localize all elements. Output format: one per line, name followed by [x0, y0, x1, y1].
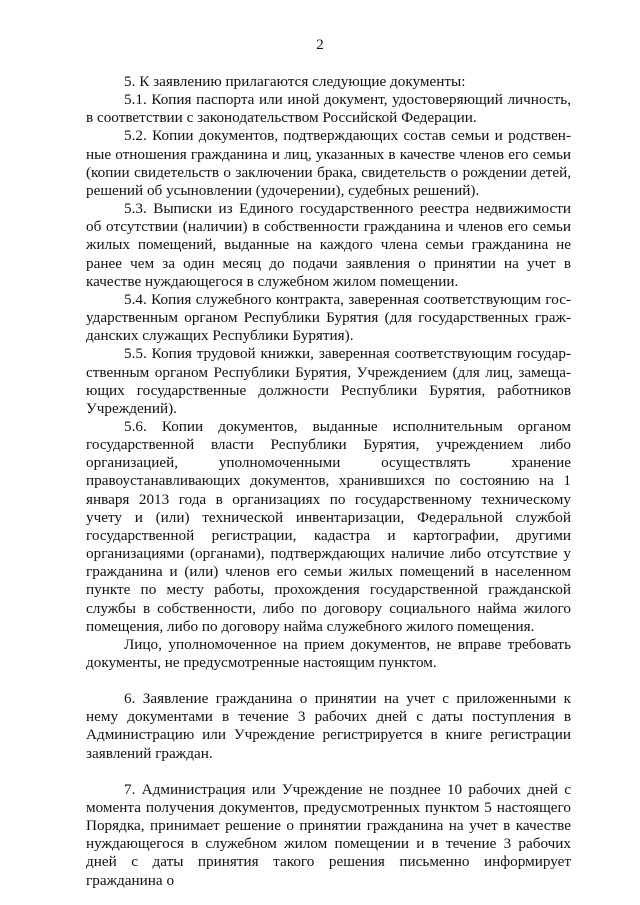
paragraph-7: 7. Администрация или Учреждение не позднее 10 рабочих дней с момента получения документов, предусмотренных пунктом 5 настоящего Порядка, принимает решение о принятии гражданина на учет в качестве нуждающегося в служебном жилом помещении и в течение 3 рабочих дней с даты принятия такого решения письменно информирует гражданина о — [86, 780, 571, 889]
paragraph-6: 6. Заявление гражданина о принятии на учет с приложенными к нему документами в течение 3 рабочих дней с даты поступления в Администрацию или Учреждение регистрируется в книге регистрации заявлений граждан. — [86, 690, 571, 762]
paragraph-5-2: 5.2. Копии документов, подтверждающих состав семьи и родственные отношения гражданина и лиц, указанных в качестве членов его семьи (копии свидетельств о заключении брака, свидетельств о рождении детей, решений об усыновлении (удочерении), судебных решений). — [86, 127, 571, 199]
page-number: 2 — [316, 37, 324, 53]
paragraph-5-6: 5.6. Копии документов, выданные исполнительным органом государственной власти Республики Бурятия, учреждением либо организацией, уполномоченными осуществлять хранение правоустанавливающих документов, хранившихся по состоянию на 1 января 2013 года в организациях по государственному техническому учету и (или) технической инвентаризации, Федеральной службой государственной регистрации, кадастра и картографии, другими организациями (органами), подтверждающих наличие либо отсутствие у гражданина и (или) членов его семьи жилых помещений в населенном пункте по месту работы, прохождения государственной гражданской службы в собственности, либо по договору социального найма жилого помещения, либо по договору найма служебного жилого помещения. — [86, 417, 571, 635]
paragraph-5-intro: 5. К заявлению прилагаются следующие документы: — [124, 73, 466, 90]
paragraph-restriction: Лицо, уполномоченное на прием документов, не вправе требовать документы, не предусмотренные настоящим пунктом. — [86, 635, 571, 671]
document-body — [86, 73, 571, 890]
paragraph-5-1: 5.1. Копия паспорта или иной документ, удостоверяющий личность, в соответствии с законодательством Российской Федерации. — [86, 91, 571, 127]
paragraph-5-4: 5.4. Копия служебного контракта, заверенная соответствующим государственным органом Республики Бурятия (для государственных гражданских служащих Республики Бурятия). — [86, 290, 571, 345]
paragraph-5-5: 5.5. Копия трудовой книжки, заверенная соответствующим государственным органом Республики Бурятия, Учреждением (для лиц, замещающих государственные должности Республики Бурятия, работников Учреждений). — [86, 345, 571, 417]
paragraph-5-3: 5.3. Выписки из Единого государственного реестра недвижимости об отсутствии (наличии) в собственности гражданина и членов его семьи жилых помещений, выданные на каждого члена семьи гражданина не ранее чем за один месяц до подачи заявления о принятии на учет в качестве нуждающегося в служебном жилом помещении. — [86, 200, 571, 290]
